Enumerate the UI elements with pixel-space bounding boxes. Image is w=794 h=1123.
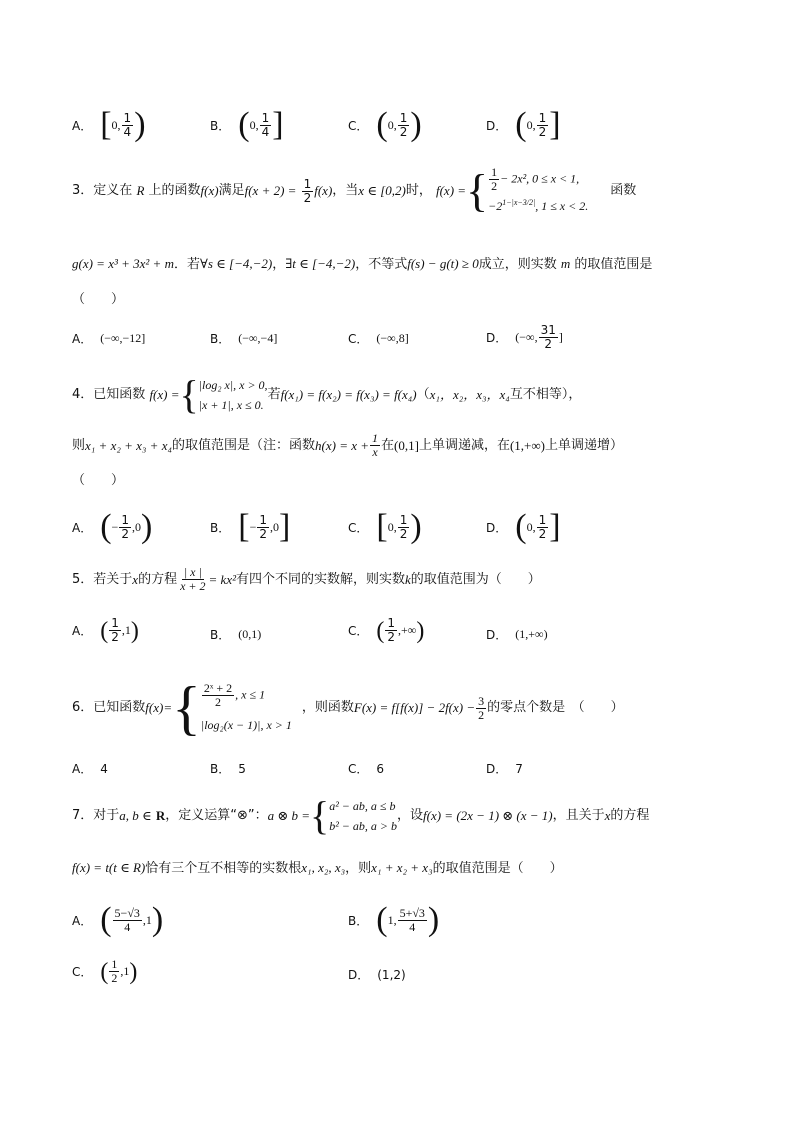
q2-option-c[interactable]: C． ( 0 , $\frac{1}{2}$ ) xyxy=(348,106,422,143)
fraction: $\frac{1}{4}$ xyxy=(261,110,270,139)
q2-option-b[interactable]: B． ( 0 , $\frac{1}{4}$ ] xyxy=(210,106,284,143)
q4-option-c[interactable]: C． [ 0, $\frac{1}{2}$ ) xyxy=(348,508,422,545)
q6-option-d[interactable]: D． 7 xyxy=(486,761,523,776)
q4-option-b[interactable]: B． [ − $\frac{1}{2}$ ,0 ] xyxy=(210,508,291,545)
q4-stem-line1: 4． 已知函数 f(x) = { |log₂ x|, x > 0, |x + 1|, x ≤ 0. 若 f(x₁) = f(x₂) = f(x₃) = f(x₄) （ x₁，x₂，x₃，x₄ 互不相等）， xyxy=(72,372,582,417)
q3-option-d[interactable]: D． (−∞, $\frac{31}{2}$ ] xyxy=(486,323,563,351)
q2-option-a[interactable]: A． [ 0 , $\frac{1}{4}$ ) xyxy=(72,106,146,143)
fraction: $\frac{1}{4}$ xyxy=(123,110,132,139)
fraction: $\frac{31}{2}$ xyxy=(540,323,556,351)
fraction: $\frac{1}{2}$ xyxy=(399,110,408,139)
q5-stem: 5． 若关于 x 的方程 $\frac{| x |}{x + 2}$ = kx² 有四个不同的实数解，则实数 k 的取值范围为（ ） xyxy=(72,565,541,593)
fraction: $\frac{1}{2}$ xyxy=(259,512,267,541)
q7-stem-line1: 7． 对于 a, b ∈ R ，定义运算“⊗”： a ⊗ b = { a² − ab, a ≤ b b² − ab, a > b ，设 f(x) = (2x − 1) ⊗ (x − 1) ，且关于 x 的方程 xyxy=(72,793,650,838)
q6-option-a[interactable]: A． 4 xyxy=(72,761,108,776)
q6-option-c[interactable]: C． 6 xyxy=(348,761,385,776)
q5-option-b[interactable]: B． (0,1) xyxy=(210,627,262,642)
q7-option-a[interactable]: A． ( $\frac{5-√3}{4}$ ,1 ) xyxy=(72,901,164,938)
q7-option-b[interactable]: B． ( 1, $\frac{5+√3}{4}$ ) xyxy=(348,901,440,938)
fraction: $\frac{1}{2}$ xyxy=(538,512,547,541)
fraction: $\frac{| x |}{x + 2}$ xyxy=(180,565,206,593)
fraction: $\frac{1}{2}$ xyxy=(387,616,396,644)
q7-option-d[interactable]: D． (1,2) xyxy=(348,967,406,982)
piecewise-definition: $\frac{1}{2}$ − 2x², 0 ≤ x < 1, $-2^{1-|x-3/2|}$, 1 ≤ x < 2. xyxy=(488,165,589,213)
q2-option-d[interactable]: D． ( 0 , $\frac{1}{2}$ ] xyxy=(486,106,561,143)
q3-option-c[interactable]: C． (−∞,8] xyxy=(348,331,409,346)
fraction: $\frac{1}{2}$ xyxy=(121,512,129,541)
q7-option-c[interactable]: C． ( $\frac{1}{2}$ ,1 ) xyxy=(72,957,138,985)
fraction: $\frac{5+√3}{4}$ xyxy=(399,905,425,934)
fraction: $\frac{5-√3}{4}$ xyxy=(114,905,140,934)
fraction: $\frac{1}{x}$ xyxy=(372,431,379,459)
piecewise-definition: |log₂ x|, x > 0, |x + 1|, x ≤ 0. xyxy=(198,378,268,412)
q3-answer-paren: （ ） xyxy=(72,292,125,307)
piecewise-definition: $\frac{\text{2ˣ + 2}}{2}$ , x ≤ 1 |log₂(x − 1)|, x > 1 xyxy=(200,680,292,732)
q3-option-a[interactable]: A． (−∞,−12] xyxy=(72,331,146,346)
q4-option-a[interactable]: A． ( − $\frac{1}{2}$ ,0 ) xyxy=(72,508,153,545)
q5-option-a[interactable]: A． ( $\frac{1}{2}$ ,1 ) xyxy=(72,616,139,644)
piecewise-definition: a² − ab, a ≤ b b² − ab, a > b xyxy=(329,799,397,833)
q6-stem: 6． 已知函数 f(x)= { $\frac{\text{2ˣ + 2}}{2}$ , x ≤ 1 |log₂(x − 1)|, x > 1 ，则函数 F(x) = f[f(x)] − 2f(x) − $\frac{3}{2}$ 的零点个数是 （ ） xyxy=(72,675,624,741)
q5-option-c[interactable]: C． ( $\frac{1}{2}$ ,+∞ ) xyxy=(348,616,425,644)
fraction: $\frac{1}{2}$ xyxy=(111,957,118,985)
q3-stem-line2: g(x) = x³ + 3x² + m．若∀s ∈ [−4,−2)，∃t ∈ [−4,−2)，不等式f(s) − g(t) ≥ 0成立，则实数 m 的取值范围是 xyxy=(72,256,653,272)
fraction: $\frac{1}{2}$ xyxy=(303,176,312,205)
fraction: $\frac{3}{2}$ xyxy=(478,693,485,722)
q5-option-d[interactable]: D． (1,+∞) xyxy=(486,627,548,642)
q3-stem-line1: 3． 定义在 R 上的函数 f(x) 满足 f(x + 2) = $\frac{1}{2}$ f(x) ，当 x ∈ [0,2) 时， f(x) = { $\frac{1}{2}$ − 2x², 0 ≤ x < 1, $-2^{1-|x-3/2|}$, 1 ≤ x < 2. 函数 xyxy=(72,165,637,216)
q6-option-b[interactable]: B． 5 xyxy=(210,761,246,776)
fraction: $\frac{1}{2}$ xyxy=(111,616,119,644)
fraction: $\frac{1}{2}$ xyxy=(399,512,408,541)
q3-option-b[interactable]: B． (−∞,−4] xyxy=(210,331,278,346)
q4-answer-paren: （ ） xyxy=(72,473,125,488)
q7-stem-line2: f(x) = t(t ∈ R)恰有三个互不相等的实数根x₁, x₂, x₃，则x₁ + x₂ + x₃的取值范围是（ ） xyxy=(72,860,563,876)
q4-option-d[interactable]: D． ( 0, $\frac{1}{2}$ ] xyxy=(486,508,561,545)
fraction: $\frac{1}{2}$ xyxy=(538,110,547,139)
q4-stem-line2: 则 x₁ + x₂ + x₃ + x₄ 的取值范围是（注：函数 h(x) = x + $\frac{1}{x}$ 在 (0,1] 上单调递减，在 (1,+∞) 上单调递增） xyxy=(72,431,623,459)
